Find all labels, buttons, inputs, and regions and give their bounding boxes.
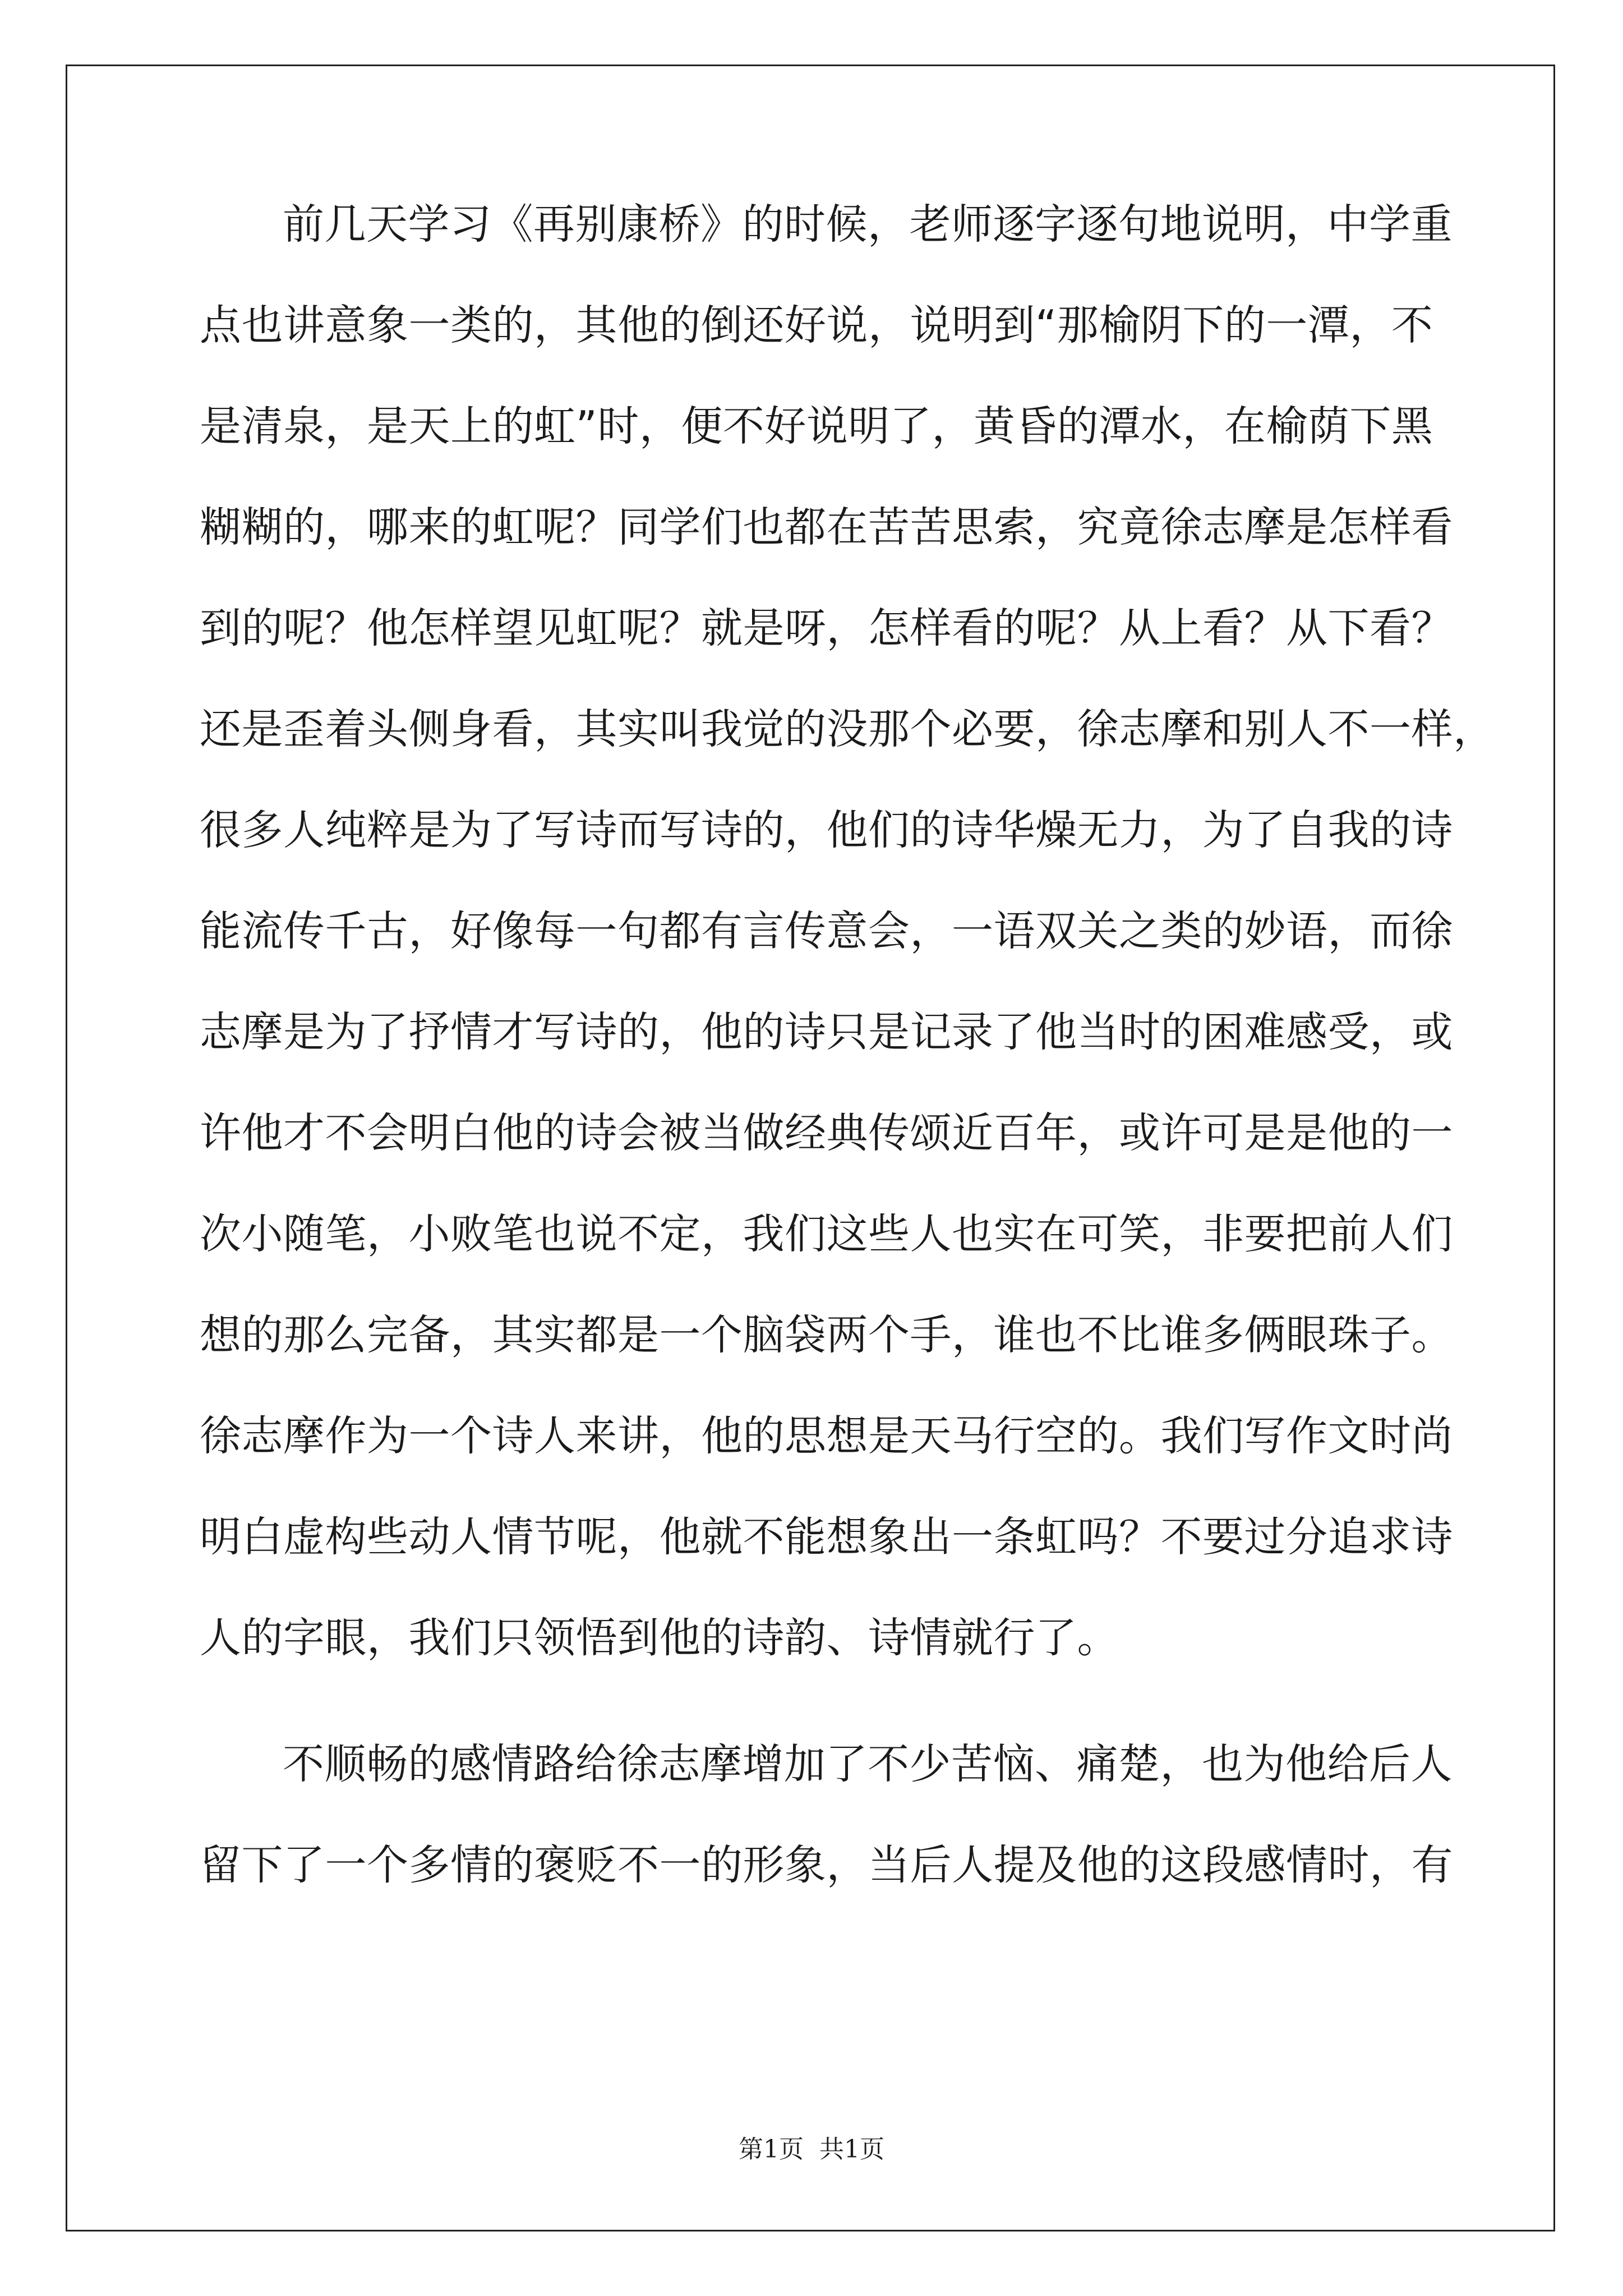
text-line: 还是歪着头侧身看，其实叫我觉的没那个必要，徐志摩和别人不一样，: [200, 705, 1495, 753]
text-line: 许他才不会明白他的诗会被当做经典传颂近百年，或许可是是他的一: [200, 1109, 1453, 1157]
text-line: 到的呢？他怎样望见虹呢？就是呀，怎样看的呢？从上看？从下看？: [200, 604, 1453, 652]
text-line: 明白虚构些动人情节呢，他就不能想象出一条虹吗？不要过分追求诗: [200, 1513, 1453, 1561]
document-body: [200, 200, 1495, 1944]
text-line: 能流传千古，好像每一句都有言传意会，一语双关之类的妙语，而徐: [200, 907, 1453, 955]
text-line: 想的那么完备，其实都是一个脑袋两个手，谁也不比谁多俩眼珠子。: [200, 1311, 1453, 1359]
text-line: 人的字眼，我们只领悟到他的诗韵、诗情就行了。: [200, 1614, 1119, 1662]
text-line: 点也讲意象一类的，其他的倒还好说，说明到“那榆阴下的一潭，不: [200, 301, 1433, 349]
text-line: 徐志摩作为一个诗人来讲，他的思想是天马行空的。我们写作文时尚: [200, 1412, 1453, 1460]
text-line: 很多人纯粹是为了写诗而写诗的，他们的诗华燥无力，为了自我的诗: [200, 806, 1453, 854]
text-line: 是清泉，是天上的虹”时，便不好说明了，黄昏的潭水，在榆荫下黑: [200, 402, 1433, 450]
page-number: 第1页: [739, 2135, 804, 2164]
text-line: 糊糊的，哪来的虹呢？同学们也都在苦苦思索，究竟徐志摩是怎样看: [200, 503, 1453, 551]
text-line: 不顺畅的感情路给徐志摩增加了不少苦恼、痛楚，也为他给后人: [283, 1740, 1453, 1788]
text-line: 次小随笔，小败笔也说不定，我们这些人也实在可笑，非要把前人们: [200, 1210, 1453, 1258]
text-line: 志摩是为了抒情才写诗的，他的诗只是记录了他当时的困难感受，或: [200, 1008, 1453, 1056]
text-line: 留下了一个多情的褒贬不一的形象，当后人提及他的这段感情时，有: [200, 1841, 1453, 1889]
page-footer: [0, 2136, 1623, 2164]
page-total: 共1页: [819, 2135, 884, 2164]
text-line: 前几天学习《再别康桥》的时候，老师逐字逐句地说明，中学重: [283, 200, 1453, 249]
